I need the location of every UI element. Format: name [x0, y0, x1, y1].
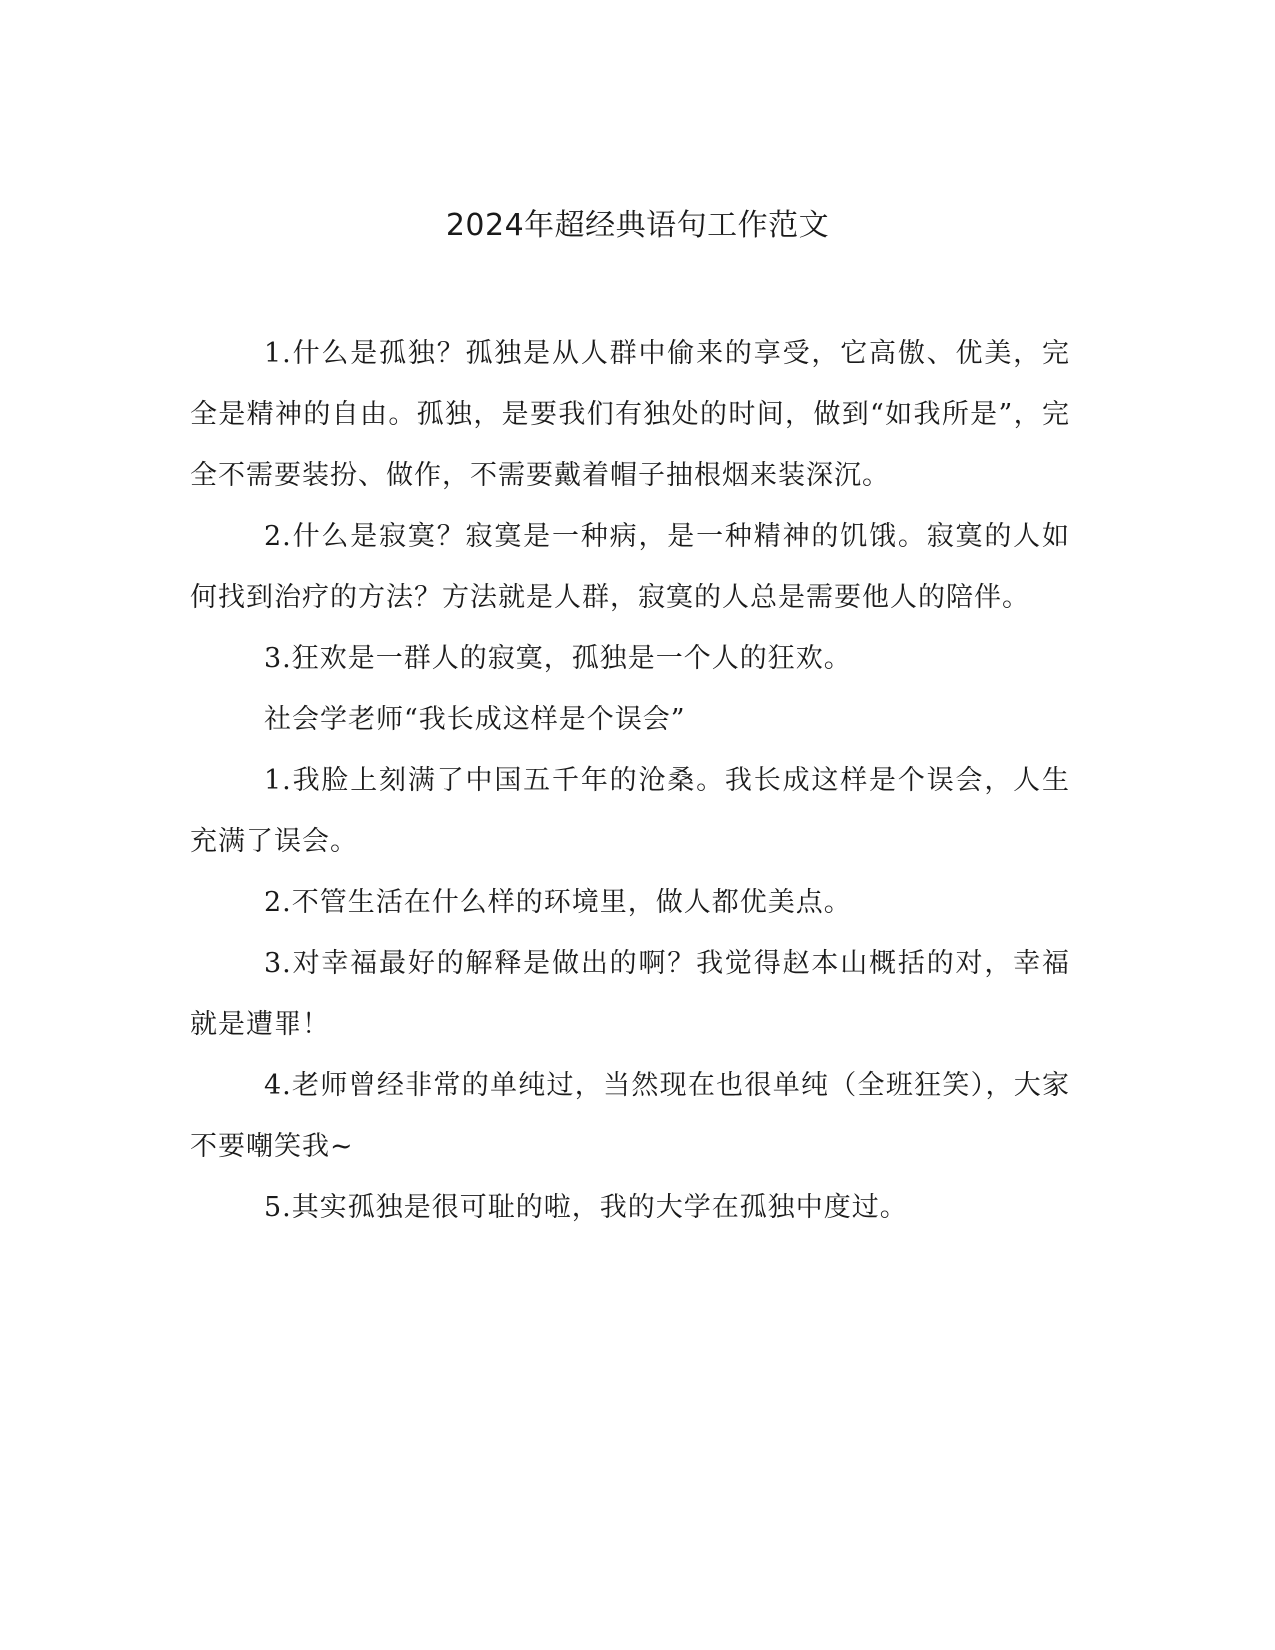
paragraph: 3.狂欢是一群人的寂寞，孤独是一个人的狂欢。: [264, 643, 852, 674]
document-title: 2024年超经典语句工作范文: [445, 208, 830, 243]
section-heading: 社会学老师“我长成这样是个误会”: [264, 704, 686, 735]
paragraph: 2.不管生活在什么样的环境里，做人都优美点。: [264, 887, 852, 918]
paragraph: 1.什么是孤独？孤独是从人群中偷来的享受，它高傲、优美，完全是精神的自由。孤独，是要我们有独处的时间，做到“如我所是”，完全不需要装扮、做作，不需要戴着帽子抽根烟来装深沉。: [190, 338, 1070, 491]
paragraph: 4.老师曾经非常的单纯过，当然现在也很单纯（全班狂笑），大家不要嘲笑我~: [190, 1070, 1070, 1162]
document-body: [190, 323, 1070, 1238]
paragraph: 2.什么是寂寞？寂寞是一种病，是一种精神的饥饿。寂寞的人如何找到治疗的方法？方法就是人群，寂寞的人总是需要他人的陪伴。: [190, 521, 1070, 613]
paragraph: 1.我脸上刻满了中国五千年的沧桑。我长成这样是个误会，人生充满了误会。: [190, 765, 1070, 857]
paragraph: 5.其实孤独是很可耻的啦，我的大学在孤独中度过。: [264, 1192, 908, 1223]
paragraph: 3.对幸福最好的解释是做出的啊？我觉得赵本山概括的对，幸福就是遭罪！: [190, 948, 1070, 1040]
